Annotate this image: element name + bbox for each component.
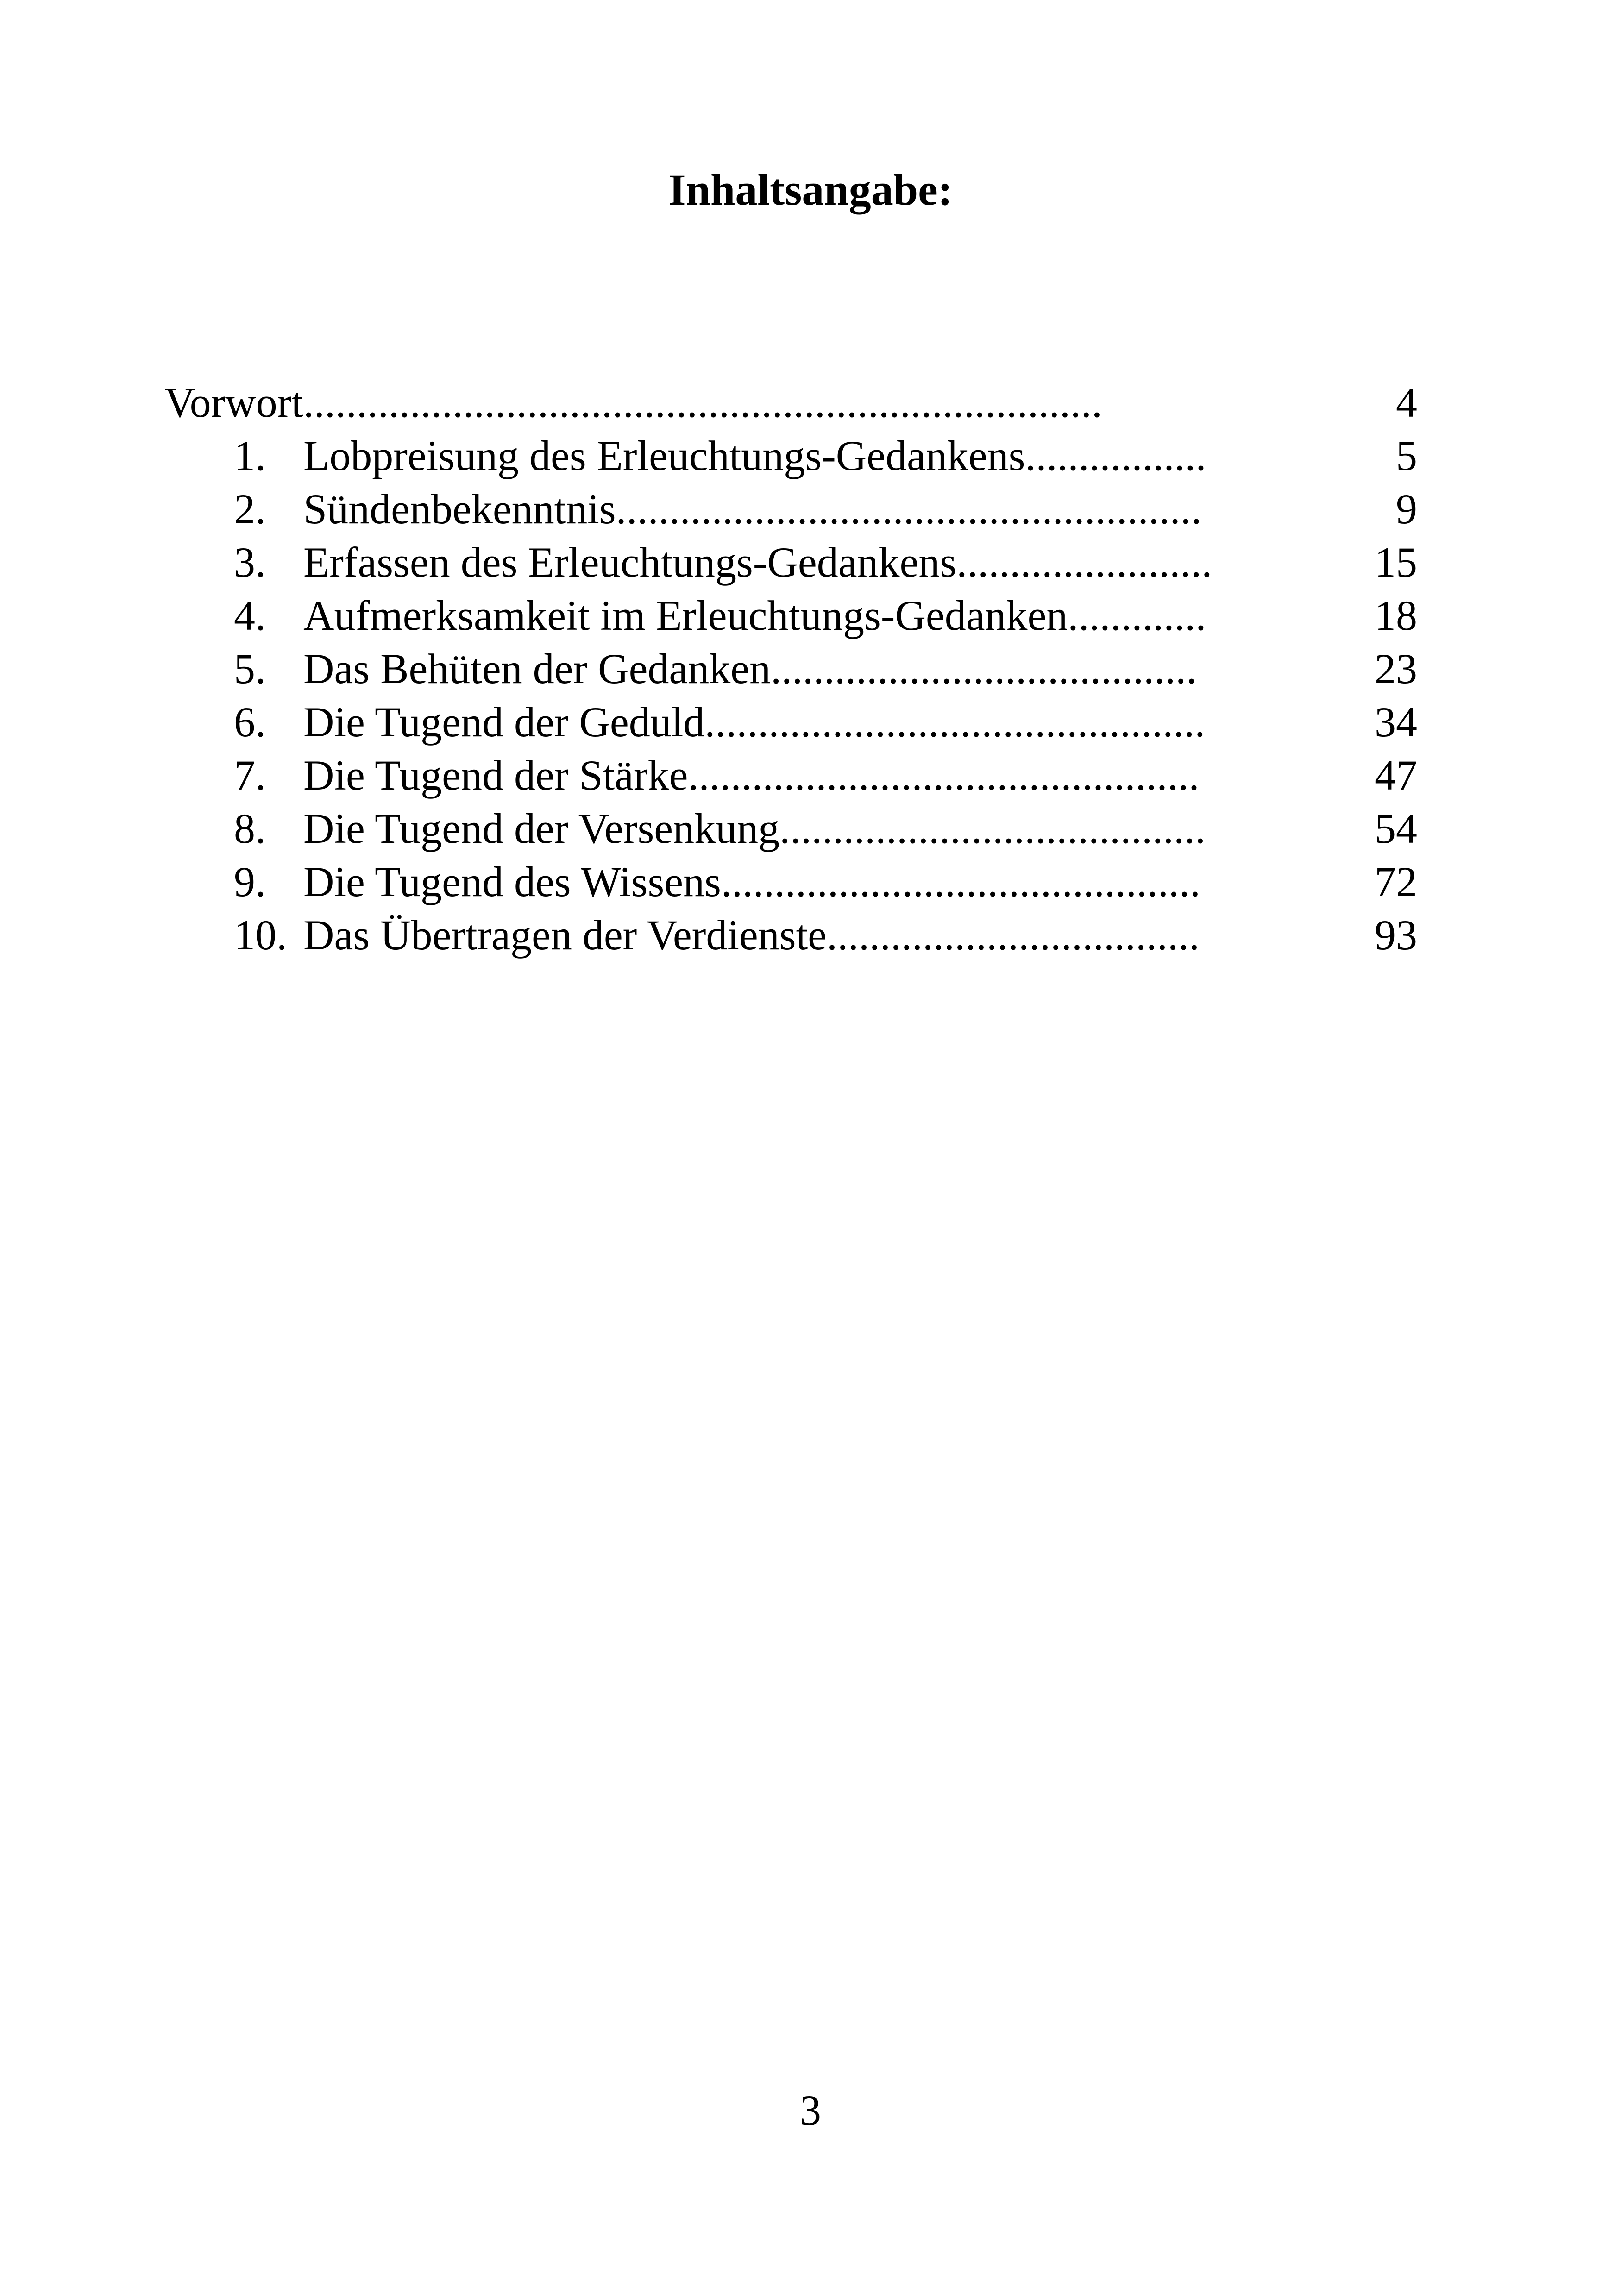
toc-page-number: 4	[1396, 379, 1417, 426]
toc-chapter-number: 4.	[234, 592, 266, 639]
toc-entry	[303, 696, 1299, 749]
toc-row-preface	[0, 376, 1621, 429]
toc-page-number: 93	[1375, 911, 1417, 959]
toc-label: Lobpreisung des Erleuchtungs-Gedankens	[303, 432, 1025, 479]
toc-entry	[303, 642, 1299, 696]
toc-row	[0, 429, 1621, 483]
toc-leader-dots: .......................................................	[616, 485, 1202, 533]
toc-leader-dots: ........................................	[771, 645, 1197, 692]
toc-row	[0, 802, 1621, 855]
toc-entry	[303, 589, 1299, 642]
toc-entry	[303, 429, 1299, 483]
toc-label: Das Übertragen der Verdienste	[303, 911, 827, 959]
toc-leader-dots: .............	[1068, 592, 1206, 639]
toc-leader-dots: .................	[1025, 432, 1206, 479]
toc-entry	[303, 749, 1299, 802]
toc-row	[0, 696, 1621, 749]
toc-page-number: 5	[1396, 432, 1417, 479]
toc-chapter-number: 6.	[234, 698, 266, 746]
toc-chapter-number: 2.	[234, 485, 266, 533]
toc-row	[0, 855, 1621, 909]
page-title: Inhaltsangabe:	[668, 165, 953, 214]
toc-chapter-number: 3.	[234, 539, 266, 586]
toc-leader-dots: ...................................	[826, 911, 1200, 959]
toc-row	[0, 589, 1621, 642]
toc-row	[0, 909, 1621, 962]
toc-row	[0, 749, 1621, 802]
toc-page-number: 23	[1375, 645, 1417, 692]
toc-entry	[303, 802, 1299, 855]
toc-label: Das Behüten der Gedanken	[303, 645, 771, 692]
toc-entry	[303, 536, 1299, 589]
toc-label: Aufmerksamkeit im Erleuchtungs-Gedanken	[303, 592, 1068, 639]
toc-leader-dots: ........................................	[779, 805, 1206, 852]
toc-page-number: 15	[1375, 539, 1417, 586]
toc-page-number: 47	[1375, 752, 1417, 799]
toc-label: Die Tugend der Geduld	[303, 698, 705, 746]
toc-label: Erfassen des Erleuchtungs-Gedankens	[303, 539, 957, 586]
toc-page-number: 54	[1375, 805, 1417, 852]
toc-entry	[164, 376, 1294, 429]
toc-label: Vorwort	[164, 379, 303, 426]
table-of-contents	[0, 376, 1621, 1024]
toc-leader-dots: ...............................................	[704, 698, 1206, 746]
toc-page-number: 9	[1396, 485, 1417, 533]
toc-page-number: 18	[1375, 592, 1417, 639]
toc-entry	[303, 855, 1299, 909]
toc-chapter-number: 8.	[234, 805, 266, 852]
toc-row	[0, 536, 1621, 589]
toc-label: Die Tugend des Wissens	[303, 858, 721, 905]
toc-row	[0, 483, 1621, 536]
page-number: 3	[800, 2087, 821, 2134]
toc-chapter-number: 9.	[234, 858, 266, 905]
toc-leader-dots: ................................................	[688, 752, 1200, 799]
toc-chapter-number: 1.	[234, 432, 266, 479]
toc-page-number: 72	[1375, 858, 1417, 905]
toc-leader-dots: ........................	[956, 539, 1213, 586]
toc-entry	[303, 909, 1299, 962]
toc-label: Die Tugend der Stärke	[303, 752, 688, 799]
toc-label: Sündenbekenntnis	[303, 485, 616, 533]
toc-leader-dots: .............................................	[721, 858, 1200, 905]
toc-chapter-number: 7.	[234, 752, 266, 799]
toc-row	[0, 642, 1621, 696]
toc-label: Die Tugend der Versenkung	[303, 805, 780, 852]
toc-page-number: 34	[1375, 698, 1417, 746]
toc-leader-dots: ...........................................................................	[303, 379, 1102, 426]
toc-chapter-number: 5.	[234, 645, 266, 692]
toc-entry	[303, 483, 1299, 536]
toc-chapter-number: 10.	[234, 911, 287, 959]
